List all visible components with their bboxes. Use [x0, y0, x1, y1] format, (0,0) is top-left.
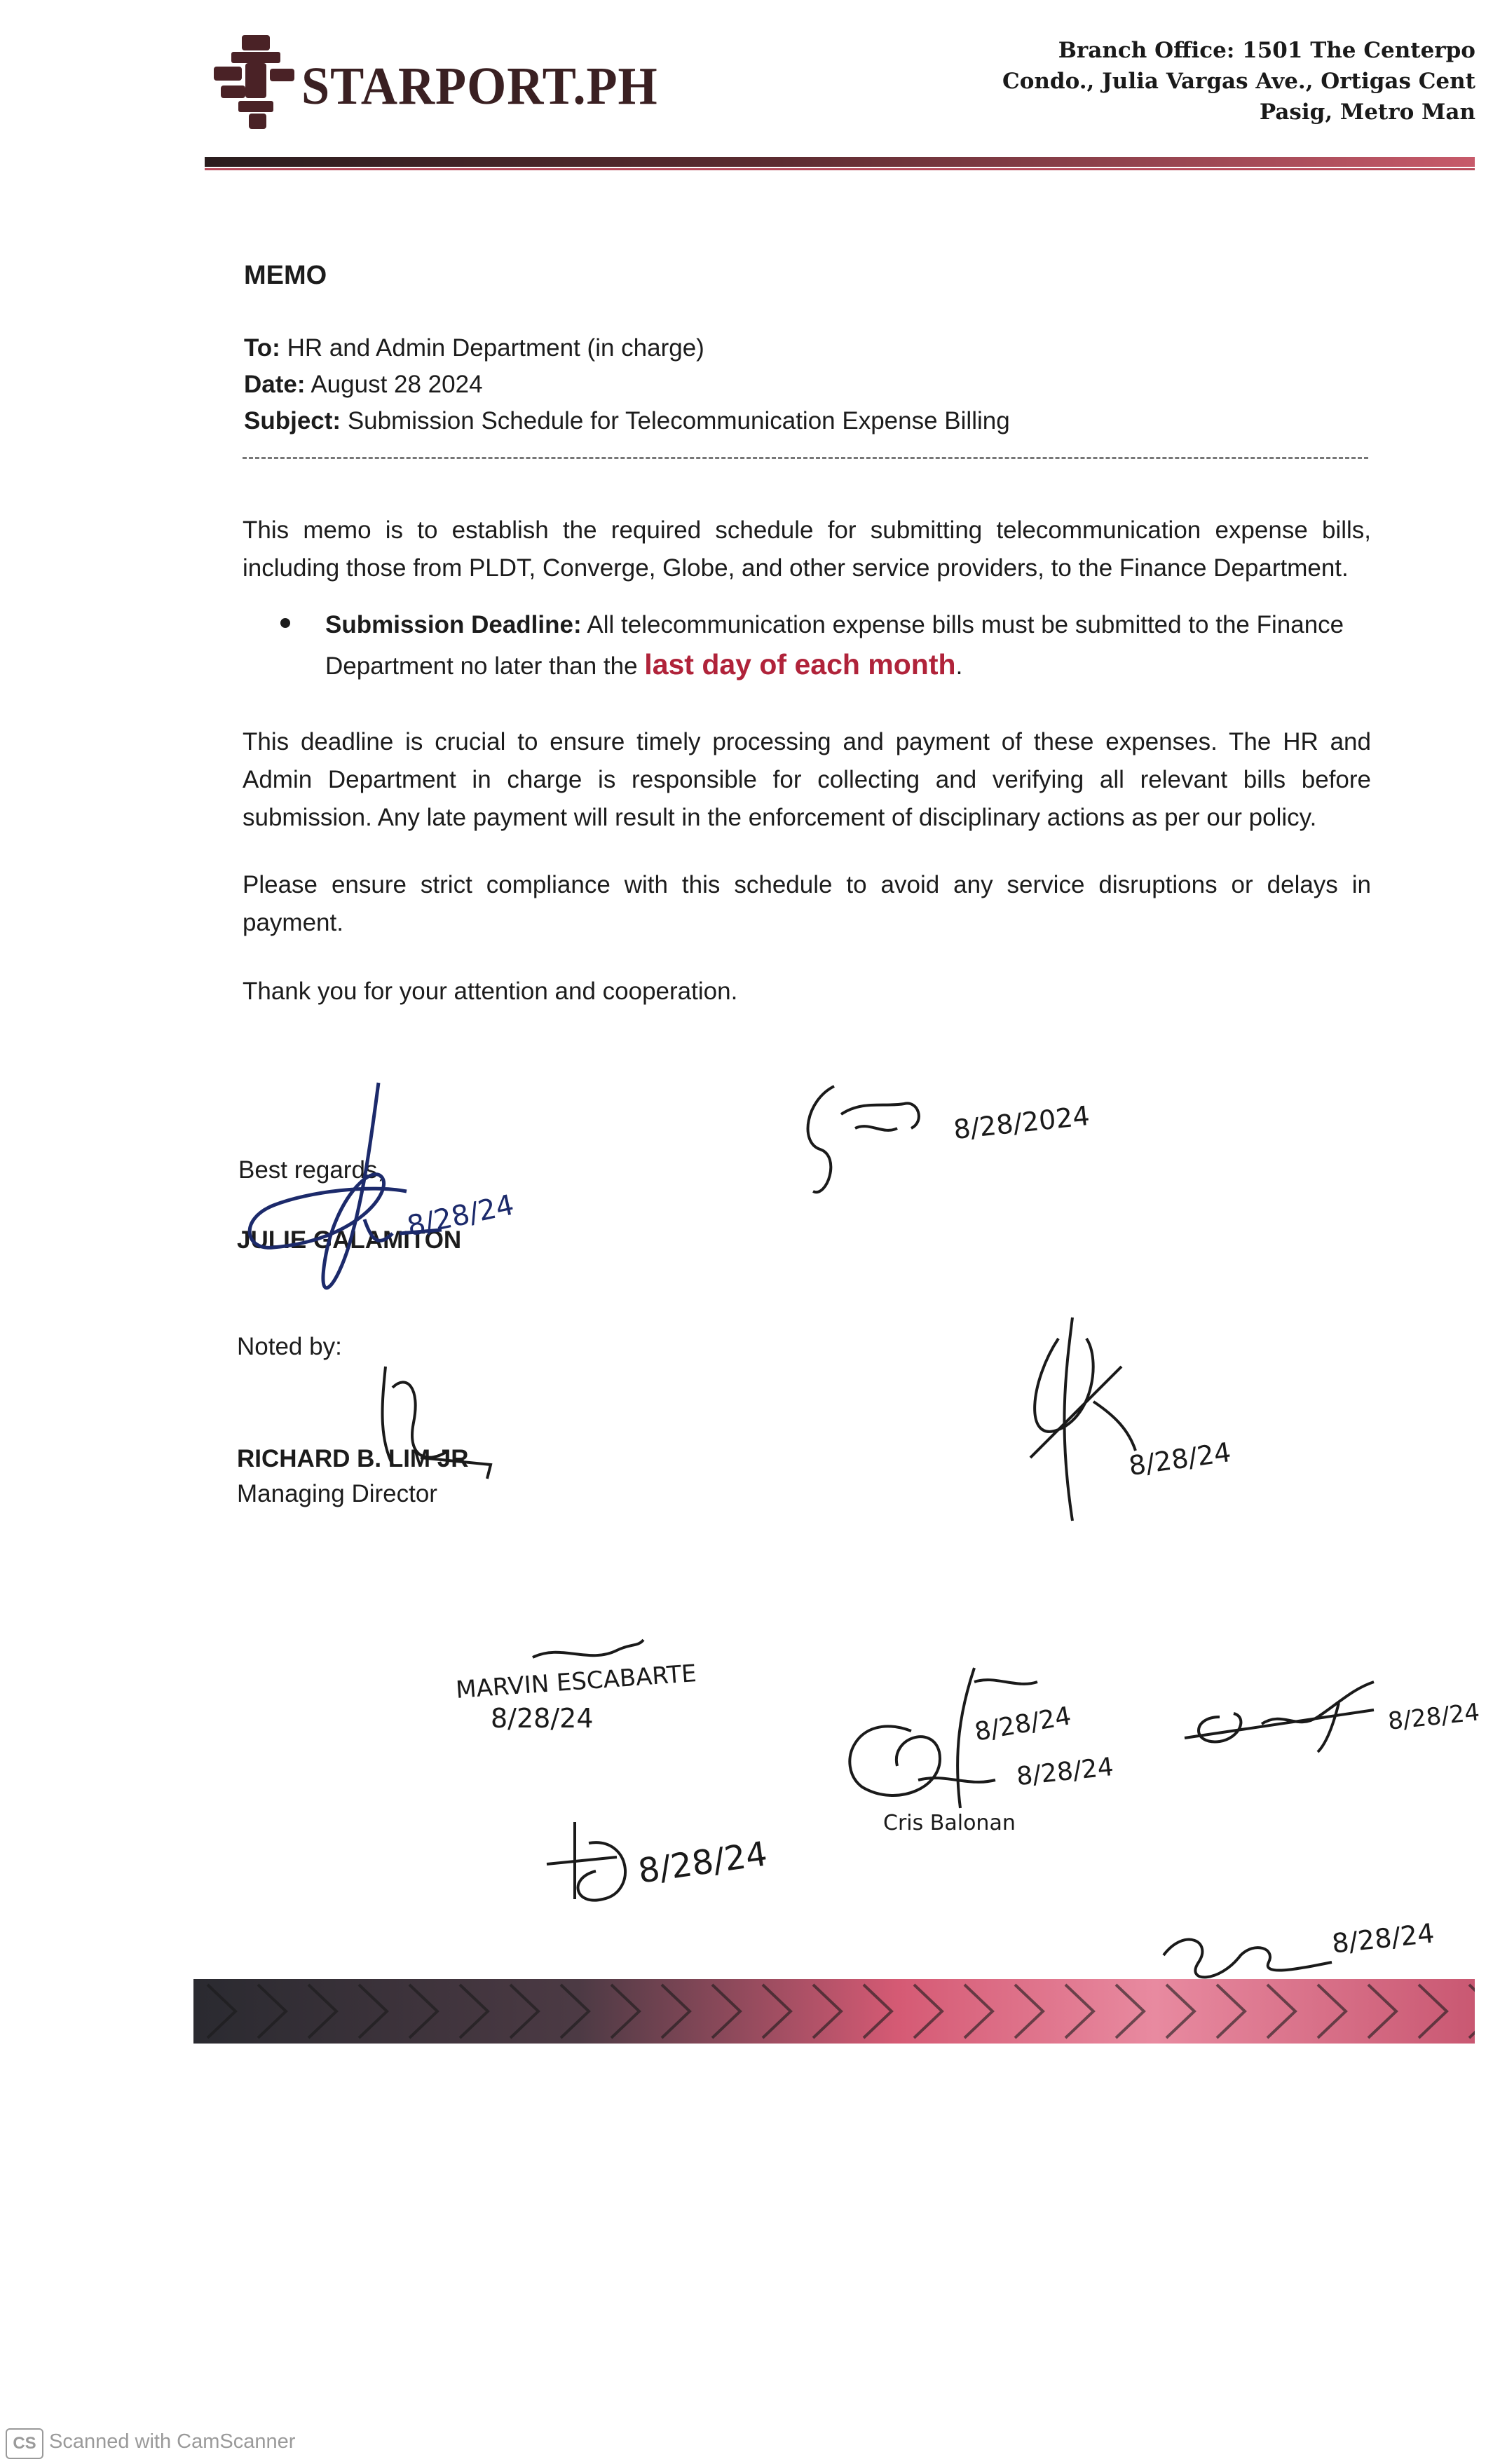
compliance-paragraph: Please ensure strict compliance with this schedule to avoid any service disruptions or delays in payment. — [243, 871, 1371, 936]
chevron-mark — [510, 1985, 538, 2038]
approver-signature — [799, 1072, 953, 1198]
subject-field — [244, 404, 1010, 439]
center-date-1: 8/28/24 — [972, 1702, 1074, 1747]
date-value: August 28 2024 — [311, 371, 483, 398]
mid-right-date: 8/28/24 — [1126, 1437, 1233, 1481]
bullet-text: All telecommunication expense bills must be submitted to the Finance Department no later than the — [325, 611, 1344, 680]
chevron-mark — [1166, 1985, 1194, 2038]
bullet-end: . — [955, 652, 963, 680]
bullet-label: Submission Deadline: — [325, 611, 582, 638]
chevron-mark — [712, 1985, 740, 2038]
sender-name: JULIE GALAMITON — [237, 1226, 462, 1254]
branch-address — [971, 35, 1475, 128]
marvin-signature — [533, 1636, 645, 1671]
camscanner-watermark: Scanned with CamScanner — [49, 2430, 296, 2453]
subject-value: Submission Schedule for Telecommunication Expense Billing — [347, 407, 1010, 434]
center-sig-name: Cris Balonan — [883, 1811, 1016, 1835]
chevron-mark — [1368, 1985, 1396, 2038]
camscanner-badge: CS — [6, 2428, 43, 2459]
chevron-mark — [914, 1985, 942, 2038]
marvin-name: MARVIN ESCABARTE — [455, 1659, 697, 1704]
chevron-mark — [1419, 1985, 1447, 2038]
chevron-mark — [1469, 1985, 1475, 2038]
deadline-emphasis: last day of each month — [644, 648, 956, 680]
subject-label: Subject: — [244, 407, 341, 434]
closing-text: Best regards, — [238, 1156, 385, 1184]
memo-title: MEMO — [244, 261, 327, 290]
noter-name: RICHARD B. LIM JR — [237, 1445, 469, 1472]
date-field — [244, 367, 483, 402]
sender-date: 8/28/24 — [404, 1189, 517, 1243]
mid-right-signature — [1016, 1317, 1143, 1528]
intro-paragraph: This memo is to establish the required schedule for submitting telecommunication expense bills, including those from PLDT, Converge, Globe, and other service providers, to the Finance Department. — [243, 516, 1371, 582]
footer-band — [193, 1979, 1475, 2044]
to-value: HR and Admin Department (in charge) — [287, 334, 704, 362]
chevron-mark — [460, 1985, 488, 2038]
chevron-mark — [763, 1985, 791, 2038]
to-field — [244, 331, 704, 366]
chevron-mark — [359, 1985, 387, 2038]
approver-date: 8/28/2024 — [952, 1100, 1091, 1146]
bullet-icon — [280, 618, 290, 628]
chevron-mark — [308, 1985, 336, 2038]
logo-wordmark: STARPORT.PH — [301, 57, 658, 116]
header-divider — [243, 457, 1368, 459]
chevron-mark — [1015, 1985, 1043, 2038]
deadline-paragraph: This deadline is crucial to ensure timely processing and payment of these expenses. The HR and Admin Department in charge is responsible for collecting and verifying all relevant bills before submission. Any late payment will result in the enforcement of disciplinary actions as per our policy. — [243, 728, 1371, 831]
branch-line: Pasig, Metro Man — [1259, 100, 1475, 125]
chevron-mark — [409, 1985, 437, 2038]
right-signature — [1178, 1675, 1388, 1759]
branch-line: Branch Office: 1501 The Centerpo — [1058, 38, 1475, 63]
chevron-mark — [561, 1985, 589, 2038]
chevron-mark — [1267, 1985, 1295, 2038]
chevron-mark — [1065, 1985, 1093, 2038]
header-rule-accent — [205, 168, 1475, 170]
bottom-left-date: 8/28/24 — [636, 1834, 770, 1891]
chevron-mark — [864, 1985, 892, 2038]
chevron-pattern-icon — [193, 1979, 1475, 2044]
chevron-mark — [1217, 1985, 1245, 2038]
marvin-date: 8/28/24 — [491, 1703, 594, 1734]
bottom-right-date: 8/28/24 — [1330, 1917, 1436, 1959]
chevron-mark — [1116, 1985, 1144, 2038]
chevron-mark — [611, 1985, 639, 2038]
noter-title: Managing Director — [237, 1480, 437, 1507]
chevron-mark — [964, 1985, 993, 2038]
chevron-mark — [1318, 1985, 1346, 2038]
chevron-mark — [207, 1985, 236, 2038]
header-rule — [205, 157, 1475, 167]
chevron-mark — [813, 1985, 841, 2038]
thanks-paragraph: Thank you for your attention and cooperation. — [243, 978, 738, 1005]
deadline-bullet — [325, 605, 1371, 686]
logo-mark-icon — [210, 28, 301, 133]
center-date-2: 8/28/24 — [1015, 1752, 1115, 1792]
noter-signature — [364, 1360, 505, 1500]
branch-line: Condo., Julia Vargas Ave., Ortigas Cent — [1002, 69, 1475, 94]
company-logo — [210, 28, 658, 133]
noted-by-label: Noted by: — [237, 1333, 342, 1360]
date-label: Date: — [244, 371, 306, 398]
sender-signature — [231, 1079, 484, 1317]
to-label: To: — [244, 334, 280, 362]
right-sig-date: 8/28/24 — [1386, 1698, 1481, 1736]
chevron-mark — [258, 1985, 286, 2038]
chevron-mark — [662, 1985, 690, 2038]
